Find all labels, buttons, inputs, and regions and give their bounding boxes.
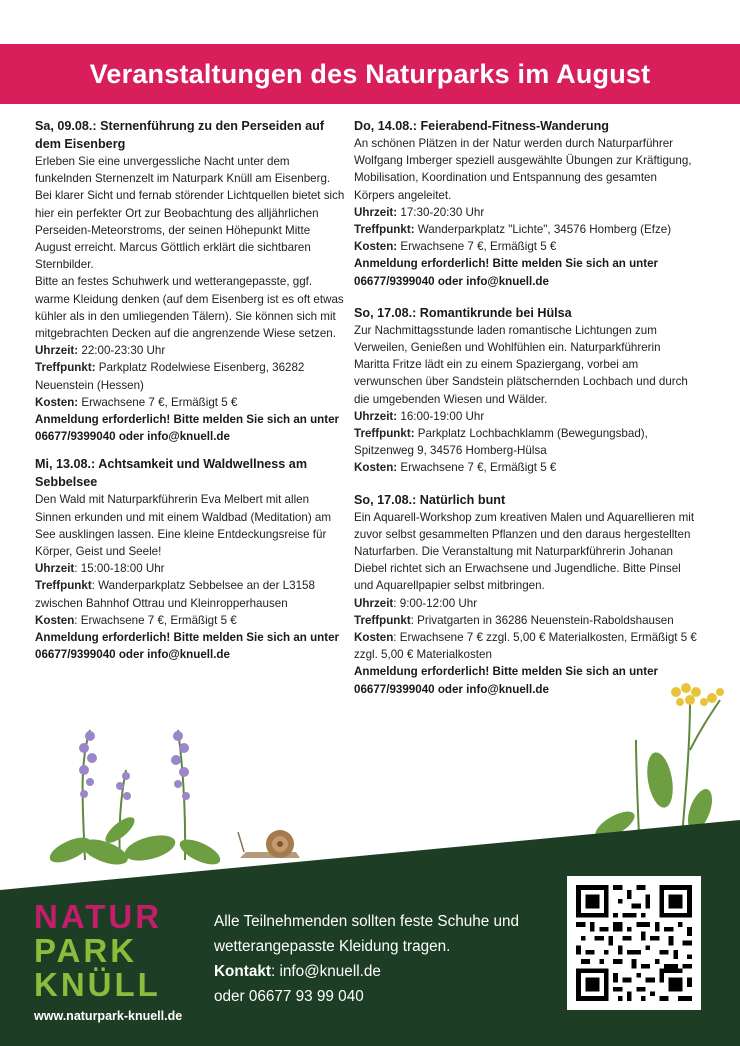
event-registration-note: Anmeldung erforderlich! Bitte melden Sie sich an unter 06677/9399040 oder info@knuell.de	[354, 257, 659, 288]
event-title: Do, 14.08.: Feierabend-Fitness-Wanderung	[354, 119, 609, 133]
event-card	[35, 117, 347, 445]
website-link[interactable]: www.naturpark-knuell.de	[34, 1009, 183, 1023]
event-cost: Kosten: Erwachsene 7 €, Ermäßigt 5 €	[354, 240, 557, 254]
event-cost: Kosten: Erwachsene 7 €, Ermäßigt 5 €	[35, 613, 237, 627]
event-time: Uhrzeit: 15:00-18:00 Uhr	[35, 562, 165, 576]
event-registration-note: Anmeldung erforderlich! Bitte melden Sie sich an unter 06677/9399040 oder info@knuell.de	[354, 665, 659, 696]
event-cost: Kosten: Erwachsene 7 €, Ermäßigt 5 €	[35, 395, 238, 409]
event-title: So, 17.08.: Romantikrunde bei Hülsa	[354, 305, 572, 320]
event-meeting-point: Treffpunkt: Parkplatz Rodelwiese Eisenberg, 36282 Neuenstein (Hessen)	[35, 361, 305, 392]
footer-phone: oder 06677 93 99 040	[214, 988, 364, 1005]
event-cost: Kosten: Erwachsene 7 €, Ermäßigt 5 €	[354, 461, 557, 475]
event-description: Erleben Sie eine unvergessliche Nacht unter dem funkelnden Sternenzelt im Naturpark Knüll am Eisenberg. Bei klarer Sicht und fernab störender Lichtquellen bietet sich hier ein perfekter Ort zur Beobachtung des alljährlichen Perseiden-Meteorstroms, der seinen Höhepunkt Mitte August erreicht. Marcus Göttlich erklärt die sichtbaren Sternbilder.	[35, 155, 345, 272]
event-description: Ein Aquarell-Workshop zum kreativen Malen und Aquarellieren mit zuvor selbst gesammelten Pflanzen und den daraus hergestellten Naturfarben. Die Veranstaltung mit Naturparkführerin Johanan Diebel richtet sich an Erwachsene und Jugendliche. Bitte Pinsel und Aquarellpapier selbst mitbringen.	[354, 510, 695, 593]
event-title: Mi, 13.08.: Achtsamkeit und Waldwellness am Sebbelsee	[35, 457, 308, 490]
event-time: Uhrzeit: 22:00-23:30 Uhr	[35, 344, 166, 358]
event-registration-note: Anmeldung erforderlich! Bitte melden Sie sich an unter 06677/9399040 oder info@knuell.de	[35, 631, 340, 662]
event-description-note: Bitte an festes Schuhwerk und wetterangepasste, ggf. warme Kleidung denken (auf dem Eisenberg ist es oft etwas kühler als in den umliegenden Tälern). Sie können sich mit mitgebrachten Decken auf die angrenzende Wiese setzen.	[35, 275, 344, 341]
right-column	[354, 117, 699, 708]
left-column	[35, 117, 347, 673]
contact-email[interactable]: info@knuell.de	[279, 963, 381, 980]
event-card	[35, 455, 347, 663]
event-time: Uhrzeit: 17:30-20:30 Uhr	[354, 205, 485, 219]
event-meeting-point: Treffpunkt: Parkplatz Lochbachklamm (Bewegungsbad), Spitzenweg 9, 34576 Homberg-Hülsa	[354, 427, 648, 458]
event-meeting-point: Treffpunkt: Wanderparkplatz "Lichte", 34576 Homberg (Efze)	[354, 223, 672, 237]
page-header	[0, 44, 740, 104]
event-registration-note: Anmeldung erforderlich! Bitte melden Sie sich an unter 06677/9399040 oder info@knuell.de	[35, 413, 340, 444]
event-card	[354, 304, 699, 477]
footer-contact: Kontakt: info@knuell.de	[214, 963, 381, 980]
footer-info	[214, 909, 554, 1009]
page-title: Veranstaltungen des Naturparks im August	[89, 58, 651, 89]
event-cost: Kosten: Erwachsene 7 € zzgl. 5,00 € Materialkosten, Ermäßigt 5 € zzgl. 5,00 € Materialkosten	[354, 631, 697, 662]
footer-notice: Alle Teilnehmenden sollten feste Schuhe und wetterangepasste Kleidung tragen.	[214, 913, 520, 955]
event-title: Sa, 09.08.: Sternenführung zu den Perseiden auf dem Eisenberg	[35, 119, 325, 151]
event-time: Uhrzeit: 9:00-12:00 Uhr	[354, 596, 478, 610]
event-time: Uhrzeit: 16:00-19:00 Uhr	[354, 409, 485, 423]
naturpark-logo: NATUR PARK KNÜLL	[34, 898, 163, 1003]
qr-code-icon[interactable]	[567, 876, 701, 1010]
event-meeting-point: Treffpunkt: Privatgarten in 36286 Neuenstein-Raboldshausen	[354, 613, 674, 627]
event-description: An schönen Plätzen in der Natur werden durch Naturparführer Wolfgang Imberger speziell ausgewählte Übungen zur Kräftigung, Mobilisation, Koordination und Entspannung des gesamten Körpers angeleitet.	[354, 137, 692, 202]
event-meeting-point: Treffpunkt: Wanderparkplatz Sebbelsee an der L3158 zwischen Bahnhof Ottrau und Kleinropperhausen	[35, 579, 315, 610]
event-description: Den Wald mit Naturparkführerin Eva Melbert mit allen Sinnen erkunden und mit einem Waldbad (Meditation) am See ausklingen lassen. Eine kleine Entdeckungsreise für Körper, Geist und Seele!	[35, 493, 332, 559]
event-title: So, 17.08.: Natürlich bunt	[354, 492, 506, 507]
event-description: Zur Nachmittagsstunde laden romantische Lichtungen zum Verweilen, Genießen und Wohlfühlen ein. Naturparkführerin Maritta Fritze lädt ein zu einem Spaziergang, vorbei am verwunschen über Sandstein plätschernden Lochbach und durch die umgebenden Wiesen und Wälder.	[354, 323, 688, 406]
event-card	[354, 117, 699, 290]
